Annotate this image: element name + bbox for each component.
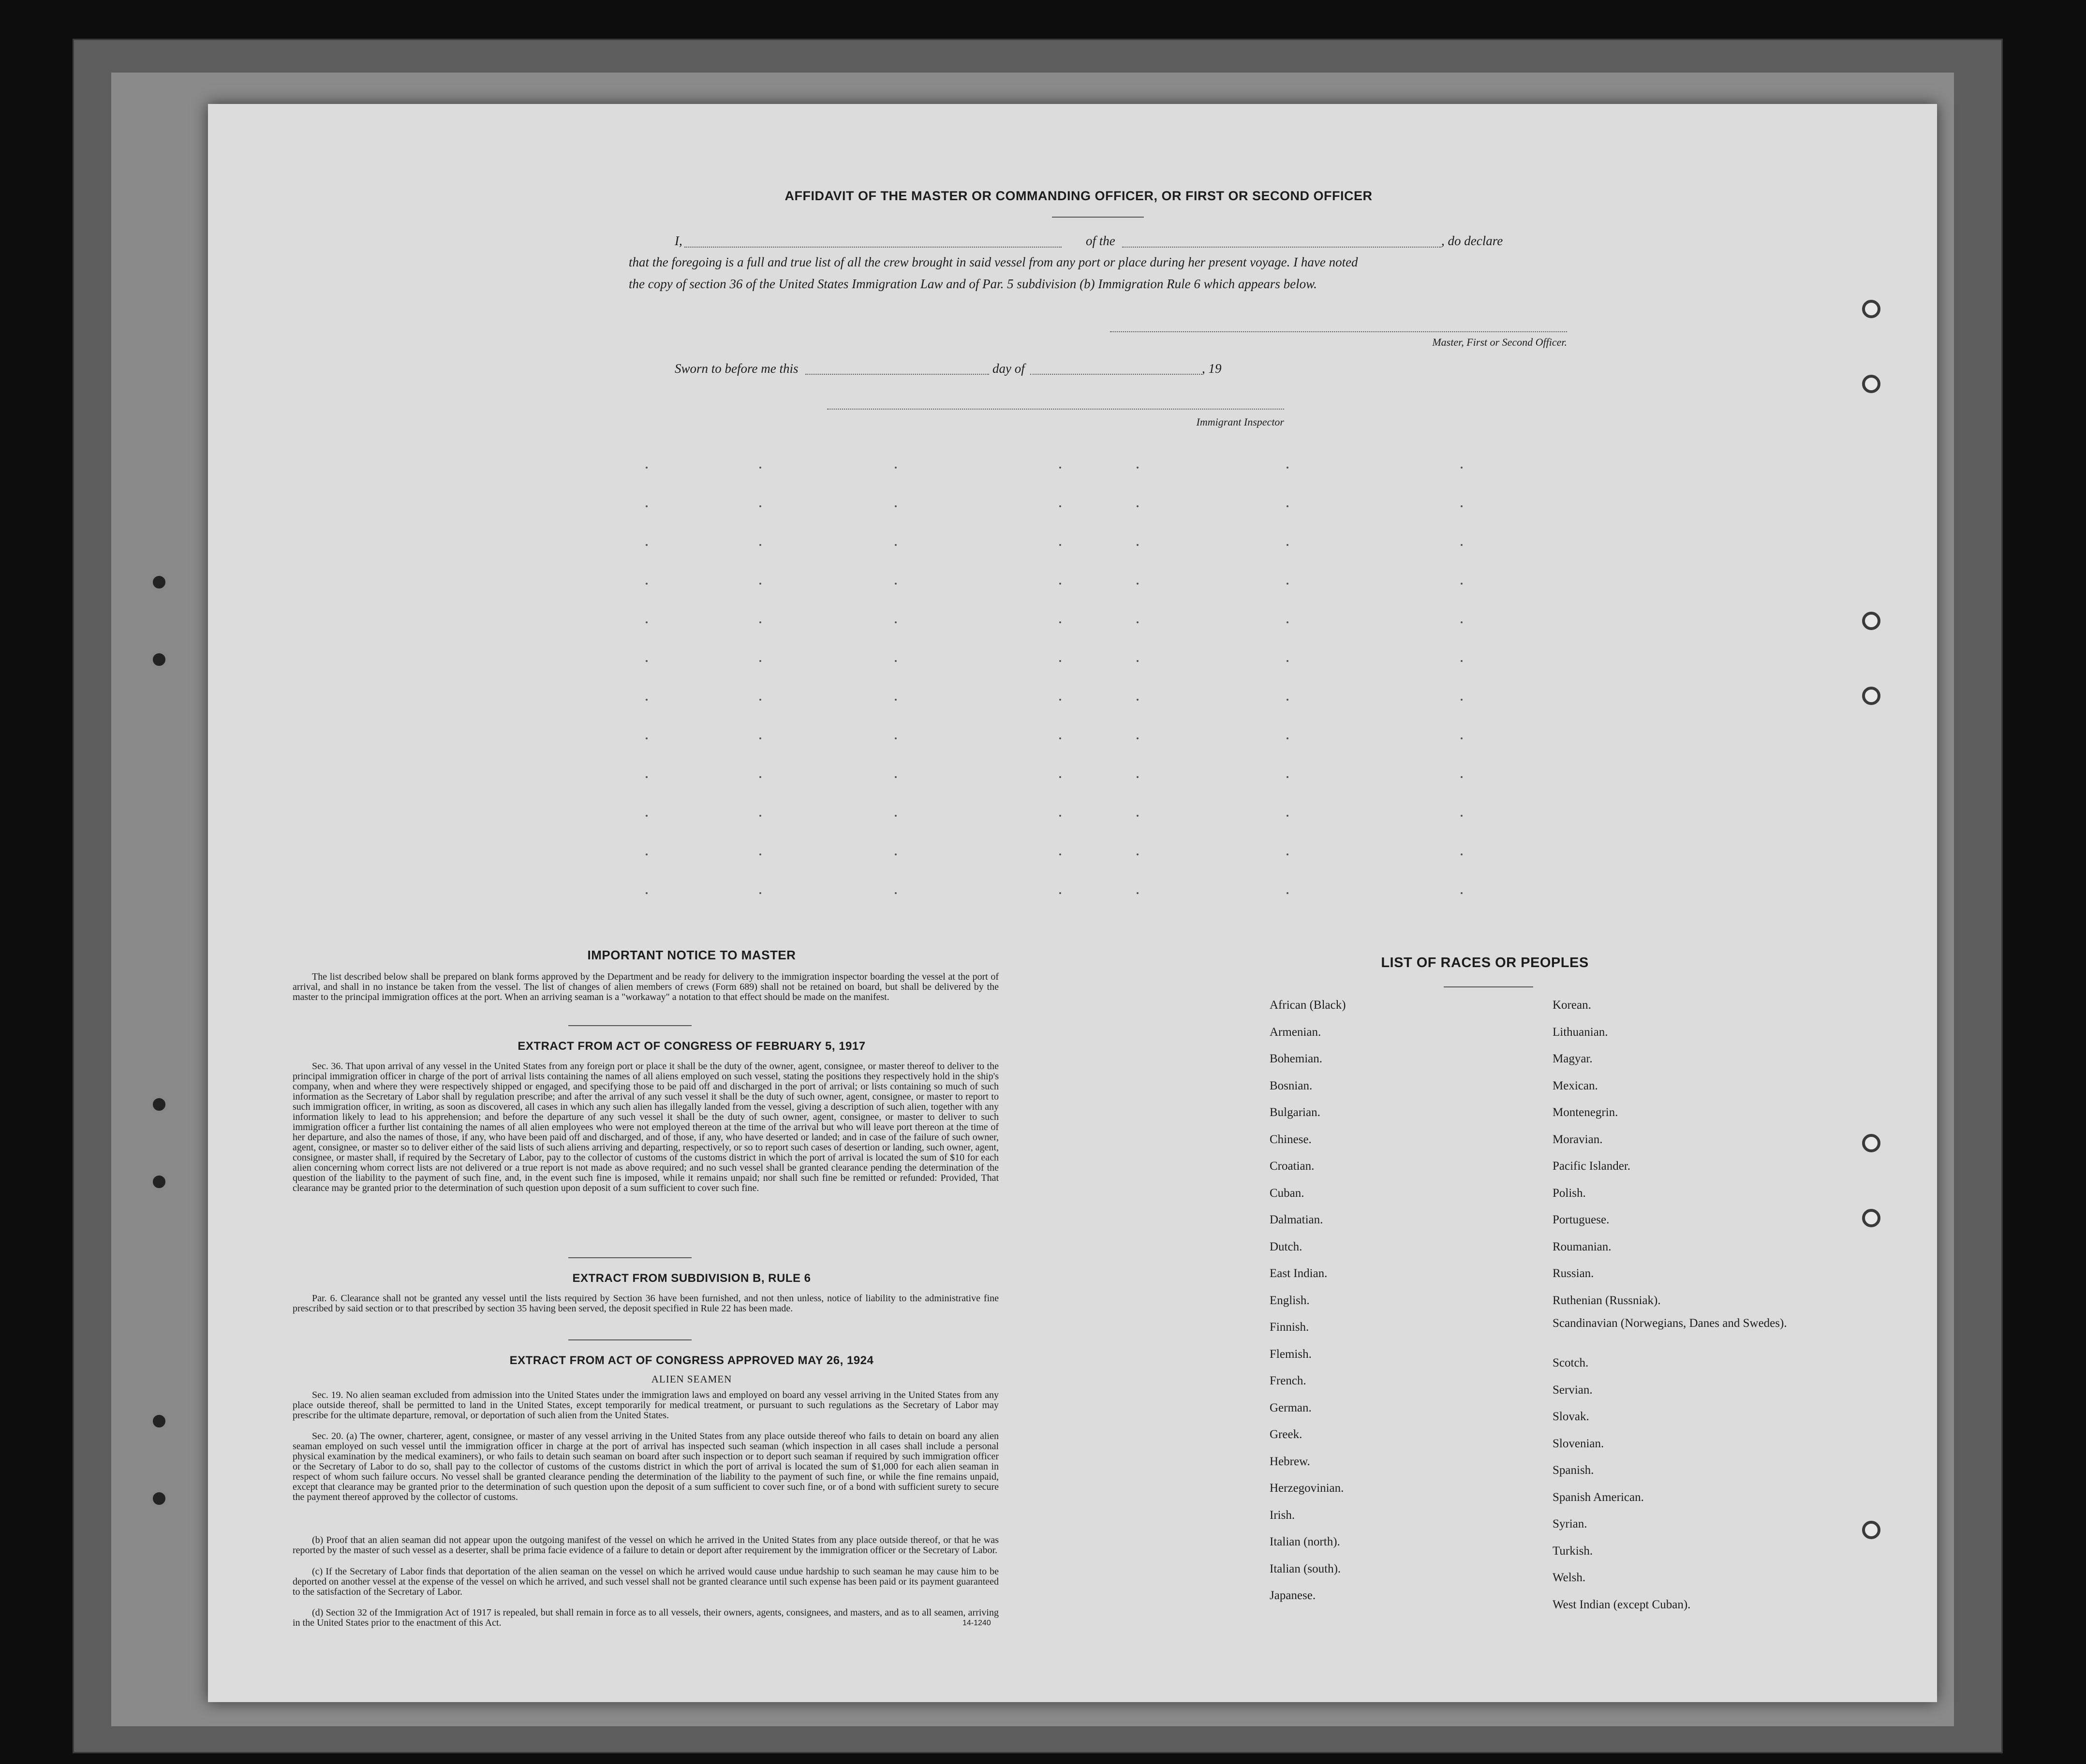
section-rule — [568, 1025, 692, 1026]
grid-dot — [895, 467, 897, 469]
race-item: English. — [1270, 1294, 1310, 1307]
grid-dot — [1461, 853, 1463, 855]
race-item: Greek. — [1270, 1428, 1302, 1441]
grid-dot — [1059, 699, 1061, 701]
binder-hole — [150, 1095, 168, 1114]
punch-hole — [1862, 1209, 1880, 1227]
punch-hole — [1862, 612, 1880, 630]
race-item: Dalmatian. — [1270, 1213, 1323, 1226]
race-item: Spanish. — [1553, 1464, 1594, 1477]
grid-dot — [1287, 583, 1288, 585]
race-item: West Indian (except Cuban). — [1553, 1598, 1691, 1611]
race-item: Russian. — [1553, 1267, 1594, 1280]
grid-dot — [1059, 737, 1061, 739]
grid-dot — [895, 853, 897, 855]
affidavit-title: AFFIDAVIT OF THE MASTER OR COMMANDING OFFICER, OR FIRST OR SECOND OFFICER — [784, 189, 1373, 203]
race-item: Magyar. — [1553, 1052, 1593, 1065]
races-left-column — [1270, 999, 1511, 1616]
grid-dot — [1059, 544, 1061, 546]
grid-dot — [1461, 776, 1463, 778]
grid-dot — [759, 892, 761, 894]
grid-dot — [1059, 505, 1061, 507]
affidavit-line2: that the foregoing is a full and true list of all the crew brought in said vessel from any port or place during her present voyage. I have noted — [629, 255, 1358, 269]
race-item: Hebrew. — [1270, 1455, 1310, 1468]
grid-dot — [1059, 776, 1061, 778]
grid-dot — [1137, 660, 1139, 662]
sec20d-text: (d) Section 32 of the Immigration Act of 1917 is repealed, but shall remain in force as to all vessels, their owners, agents, consignees, and masters, and as to all seamen, arriving in the United States prior to the enactment of this Act. — [293, 1607, 999, 1628]
grid-dot — [646, 505, 648, 507]
grid-dot — [759, 699, 761, 701]
signature-field — [1110, 331, 1567, 332]
race-item: Italian (south). — [1270, 1562, 1341, 1575]
inspector-label: Immigrant Inspector — [1196, 416, 1284, 428]
grid-dot — [646, 583, 648, 585]
grid-dot — [1137, 505, 1139, 507]
sworn-label: Sworn to before me this — [675, 361, 799, 376]
grid-dot — [1137, 737, 1139, 739]
affidavit-of-the: of the — [1086, 234, 1115, 248]
grid-dot — [1287, 737, 1288, 739]
grid-dot — [1059, 892, 1061, 894]
grid-dot — [895, 892, 897, 894]
grid-dot — [1287, 505, 1288, 507]
race-item: Korean. — [1553, 999, 1591, 1012]
sec19-text: Sec. 19. No alien seaman excluded from admission into the United States under the immigration laws and employed on board any vessel arriving in the United States from any place outside thereof, shall be permitted to land in the United States, except temporarily for medical treatment, or pursuant to such regulations as the Secretary of Labor may prescribe for the ultimate departure, removal, or deportation of such alien from the United States. — [293, 1390, 999, 1421]
race-item: Bosnian. — [1270, 1079, 1313, 1092]
race-item: Ruthenian (Russniak). — [1553, 1294, 1661, 1307]
grid-dot — [759, 467, 761, 469]
grid-dot — [1059, 467, 1061, 469]
grid-dot — [895, 737, 897, 739]
race-item: Croatian. — [1270, 1160, 1315, 1173]
grid-dot — [895, 505, 897, 507]
year-label: , 19 — [1202, 361, 1222, 376]
grid-dot — [1059, 815, 1061, 817]
grid-dot — [1461, 583, 1463, 585]
signature-label: Master, First or Second Officer. — [1432, 336, 1567, 348]
punch-hole — [1862, 1134, 1880, 1152]
race-item: Polish. — [1553, 1186, 1586, 1200]
race-item: Irish. — [1270, 1508, 1295, 1522]
grid-dot — [759, 505, 761, 507]
races-title: LIST OF RACES OR PEOPLES — [1381, 955, 1589, 970]
grid-dot — [646, 699, 648, 701]
race-item: German. — [1270, 1401, 1312, 1414]
race-item: Flemish. — [1270, 1347, 1312, 1361]
notice-title: IMPORTANT NOTICE TO MASTER — [587, 948, 796, 962]
grid-dot — [759, 776, 761, 778]
grid-dot — [895, 699, 897, 701]
affidavit-line3: the copy of section 36 of the United States Immigration Law and of Par. 5 subdivision (b) Immigration Rule 6 which appears below. — [629, 277, 1317, 291]
grid-dot — [1137, 815, 1139, 817]
grid-dot — [1137, 467, 1139, 469]
grid-dot — [646, 737, 648, 739]
grid-dot — [1287, 853, 1288, 855]
grid-dot — [759, 544, 761, 546]
race-item: Cuban. — [1270, 1186, 1304, 1200]
grid-dot — [1287, 776, 1288, 778]
grid-dot — [646, 853, 648, 855]
grid-dot — [1137, 621, 1139, 623]
grid-dot — [1137, 583, 1139, 585]
race-item: Lithuanian. — [1553, 1025, 1608, 1039]
extract-1917-title: EXTRACT FROM ACT OF CONGRESS OF FEBRUARY 5, 1917 — [518, 1040, 866, 1053]
race-item: Roumanian. — [1553, 1240, 1612, 1253]
race-item: Welsh. — [1553, 1571, 1586, 1584]
grid-dot — [1461, 544, 1463, 546]
grid-dot — [1137, 892, 1139, 894]
grid-dot — [1461, 505, 1463, 507]
extract-1924-title: EXTRACT FROM ACT OF CONGRESS APPROVED MAY 26, 1924 — [509, 1354, 874, 1367]
grid-dot — [1461, 621, 1463, 623]
grid-dot — [1059, 583, 1061, 585]
grid-dot — [646, 815, 648, 817]
day-of-label: day of — [992, 361, 1025, 376]
notice-text: The list described below shall be prepared on blank forms approved by the Department and be ready for delivery to the immigration inspector boarding the vessel at the port of arrival, and shall in no instance be taken from the vessel. The list of changes of alien members of crews (Form 689) shall not be retained on board, but shall be delivered by the master to the principal immigration offices at the port. When an arriving seaman is a "workaway" a notation to that effect should be made on the manifest. — [293, 971, 999, 1002]
grid-dot — [1461, 660, 1463, 662]
race-item: Mexican. — [1553, 1079, 1598, 1092]
grid-dot — [1287, 892, 1288, 894]
sec20b-text: (b) Proof that an alien seaman did not appear upon the outgoing manifest of the vessel on which he arrived in the United States from any place outside thereof, or that he was reported by the master of such vessel as a deserter, shall be prima facie evidence of a failure to detain or deport after requirement by the immigration officer or the Secretary of Labor. — [293, 1535, 999, 1556]
punch-hole — [1862, 300, 1880, 318]
punch-hole — [1862, 1521, 1880, 1539]
form-number: 14-1240 — [962, 1619, 991, 1627]
grid-dot — [1287, 621, 1288, 623]
punch-hole — [1862, 687, 1880, 705]
grid-dot — [895, 544, 897, 546]
section-rule — [568, 1257, 692, 1258]
grid-dot — [1137, 544, 1139, 546]
race-item: Finnish. — [1270, 1321, 1309, 1334]
manifest-page — [208, 104, 1937, 1702]
race-item: African (Black) — [1270, 999, 1346, 1012]
grid-dot — [1059, 853, 1061, 855]
grid-dot — [1461, 815, 1463, 817]
binder-hole — [150, 1173, 168, 1191]
race-item: Moravian. — [1553, 1132, 1603, 1146]
race-item: Slovak. — [1553, 1410, 1589, 1423]
grid-dot — [1287, 699, 1288, 701]
grid-dot — [1461, 737, 1463, 739]
grid-dot — [1137, 853, 1139, 855]
grid-dot — [895, 583, 897, 585]
race-item: Montenegrin. — [1553, 1106, 1618, 1119]
grid-dot — [1287, 544, 1288, 546]
race-item: Bulgarian. — [1270, 1106, 1320, 1119]
sec20c-text: (c) If the Secretary of Labor finds that deportation of the alien seaman on the vessel on which he arrived would cause undue hardship to such seaman he may cause him to be deported on another vessel at the expense of the vessel on which he arrived, and such vessel shall not be granted clearance until such expense has been paid or its payment guaranteed to the satisfaction of the Secretary of Labor. — [293, 1566, 999, 1597]
races-right-column — [1553, 999, 1804, 1625]
grid-dot — [759, 621, 761, 623]
race-item: Spanish American. — [1553, 1490, 1644, 1504]
race-item: Syrian. — [1553, 1517, 1587, 1530]
title-rule — [1052, 217, 1144, 218]
race-item: Dutch. — [1270, 1240, 1302, 1253]
alien-seamen-subtitle: ALIEN SEAMEN — [651, 1373, 732, 1385]
race-item: Herzegovinian. — [1270, 1482, 1344, 1495]
binder-hole — [150, 573, 168, 591]
race-item: Scotch. — [1553, 1356, 1589, 1369]
rule6-title: EXTRACT FROM SUBDIVISION B, RULE 6 — [572, 1272, 811, 1285]
grid-dot — [895, 776, 897, 778]
race-item: Japanese. — [1270, 1589, 1316, 1602]
sworn-month-field — [1030, 374, 1202, 375]
grid-dot — [1137, 699, 1139, 701]
grid-dot — [759, 853, 761, 855]
grid-dot — [759, 737, 761, 739]
affidavit-do-declare: , do declare — [1441, 234, 1503, 248]
race-item: Chinese. — [1270, 1132, 1312, 1146]
race-item: Italian (north). — [1270, 1535, 1340, 1548]
grid-dot — [759, 583, 761, 585]
grid-dot — [646, 660, 648, 662]
affidavit-i-label: I, — [675, 234, 682, 248]
race-item: East Indian. — [1270, 1267, 1328, 1280]
race-item: Scandinavian (Norwegians, Danes and Swedes). — [1553, 1317, 1787, 1330]
grid-dot — [1461, 699, 1463, 701]
race-item: Turkish. — [1553, 1544, 1593, 1558]
grid-dot — [1137, 776, 1139, 778]
grid-dot — [895, 660, 897, 662]
grid-dot — [646, 776, 648, 778]
grid-dot — [759, 815, 761, 817]
inspector-signature-field — [827, 409, 1284, 410]
vessel-field — [1122, 247, 1441, 248]
grid-dot — [646, 467, 648, 469]
binder-hole — [150, 1412, 168, 1430]
race-item: French. — [1270, 1374, 1306, 1387]
grid-dot — [1287, 660, 1288, 662]
race-item: Servian. — [1553, 1383, 1593, 1396]
grid-dot — [1059, 621, 1061, 623]
race-item: Armenian. — [1270, 1025, 1321, 1039]
punch-hole — [1862, 375, 1880, 393]
section-rule — [568, 1339, 692, 1340]
grid-dot — [1461, 467, 1463, 469]
grid-dot — [1059, 660, 1061, 662]
rule6-text: Par. 6. Clearance shall not be granted any vessel until the lists required by Section 36 have been furnished, and not then unless, notice of liability to the administrative fine prescribed by said section or to that prescribed by section 35 having been served, the deposit specified in Rule 22 has been made. — [293, 1293, 999, 1314]
race-item: Pacific Islander. — [1553, 1160, 1631, 1173]
grid-dot — [646, 892, 648, 894]
grid-dot — [646, 544, 648, 546]
race-item: Portuguese. — [1553, 1213, 1610, 1226]
sec20a-text: Sec. 20. (a) The owner, charterer, agent, consignee, or master of any vessel arriving in the United States from any place outside thereof who fails to detain on board any alien seaman employed on such vessel until the immigration officer in charge at the port of arrival has inspected such seaman (which inspection in all cases shall include a personal physical examination by the medical examiners), or who fails to detain such seaman on board after such inspection or to deport such seaman if required by such immigration officer or the Secretary of Labor to do so, shall pay to the collector of customs of the customs district in which the port of arrival is located the sum of $1,000 for each alien seaman in respect of whom such failure occurs. No vessel shall be granted clearance pending the determination of the liability to the payment of such fine, or while the fine remains unpaid, except that clearance may be granted prior to the determination of such question upon the deposit of a sum sufficient to cover such fine, or of a bond with sufficient surety to secure the payment thereof approved by the collector of customs. — [293, 1431, 999, 1502]
grid-dot — [895, 621, 897, 623]
name-field — [684, 247, 1062, 248]
grid-dot — [759, 660, 761, 662]
binder-hole — [150, 1489, 168, 1508]
binder-hole — [150, 650, 168, 669]
sworn-day-field — [805, 374, 989, 375]
extract-1917-text: Sec. 36. That upon arrival of any vessel in the United States from any foreign port or place it shall be the duty of the owner, agent, consignee, or master thereof to deliver to the principal immigration officer in charge of the port of arrival lists containing the names of all aliens employed on such vessel, stating the positions they respectively hold in the ship's company, when and where they were respectively shipped or engaged, and specifying those to be paid off and discharged in the port of arrival; or lists containing so much of such information as the Secretary of Labor shall by regulation prescribe; and after the arrival of any such vessel it shall be the duty of such owner, agent, consignee, or master to report to such immigration officer, in writing, as soon as discovered, all cases in which any such alien has illegally landed from the vessel, giving a description of such alien, together with any information likely to lead to his apprehension; and before the departure of any such vessel it shall be the duty of such owner, agent, consignee, or master to deliver to such immigration officer a further list containing the names of all alien employees who were not employed thereon at the time of the arrival but who will leave port thereon at the time of her departure, and also the names of those, if any, who have been paid off and discharged, and of those, if any, who have deserted or landed; and in case of the failure of such owner, agent, consignee, or master so to deliver either of the said lists of such aliens arriving and departing, respectively, or so to report such cases of desertion or landing, such owner, agent, consignee, or master shall, if required by the Secretary of Labor, pay to the collector of customs of the customs district in which the port of arrival is located the sum of $10 for each alien concerning whom correct lists are not delivered or a true report is not made as above required; and no such vessel shall be granted clearance pending the determination of the question of the liability to the payment of such fine, and, in the event such fine is imposed, while it remains unpaid; nor shall such fine be remitted or refunded: Provided, That clearance may be granted prior to the determination of such question upon deposit of a sum sufficient to cover such fine. — [293, 1061, 999, 1193]
grid-dot — [1461, 892, 1463, 894]
grid-dot — [1287, 467, 1288, 469]
race-item: Slovenian. — [1553, 1437, 1604, 1450]
race-item: Bohemian. — [1270, 1052, 1323, 1065]
grid-dot — [646, 621, 648, 623]
races-rule — [1444, 986, 1533, 987]
grid-dot — [1287, 815, 1288, 817]
grid-dot — [895, 815, 897, 817]
